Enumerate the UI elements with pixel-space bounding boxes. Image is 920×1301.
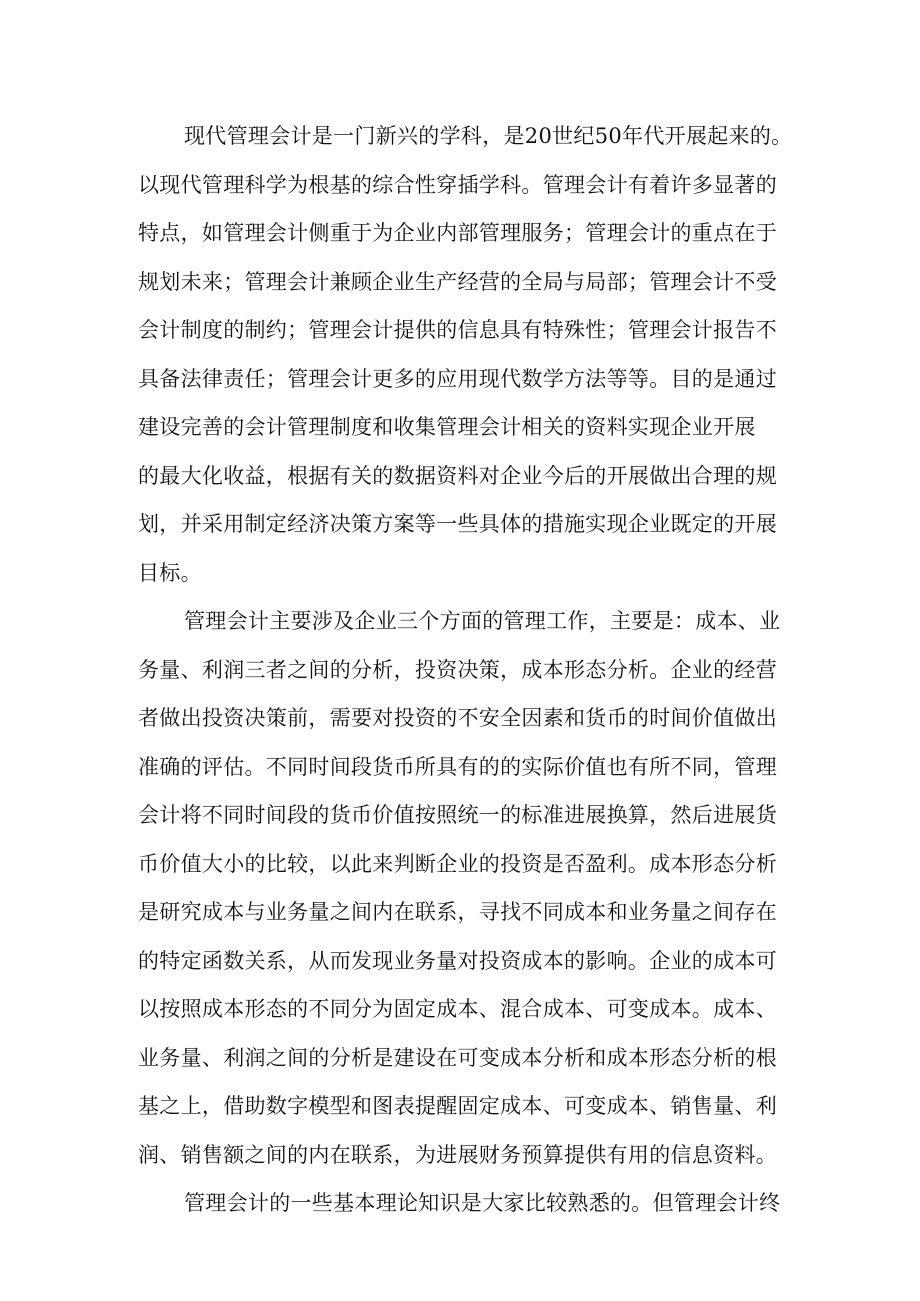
- text-line: 特点，如管理会计侧重于为企业内部管理服务；管理会计的重点在于: [138, 221, 777, 245]
- text-line: 的特定函数关系，从而发现业务量对投资成本的影响。企业的成本可: [138, 948, 777, 973]
- text-line: 业务量、利润之间的分析是建设在可变成本分析和成本形态分析的根: [138, 1045, 777, 1070]
- text-line: 建设完善的会计管理制度和收集管理会计相关的资料实现企业开展: [138, 415, 756, 439]
- text-line: 管理会计主要涉及企业三个方面的管理工作，主要是：成本、业: [184, 609, 781, 633]
- text-line: 润、销售额之间的内在联系，为进展财务预算提供有用的信息资料。: [138, 1142, 777, 1167]
- text-line: 会计将不同时间段的货币价值按照统一的标准进展换算，然后进展货: [138, 803, 777, 827]
- text-line: 具备法律责任；管理会计更多的应用现代数学方法等等。目的是通过: [138, 366, 777, 391]
- text-line: 规划未来；管理会计兼顾企业生产经营的全局与局部；管理会计不受: [138, 269, 777, 294]
- paragraph-3: [138, 1179, 793, 1228]
- text-line: 以按照成本形态的不同分为固定成本、混合成本、可变成本。成本、: [138, 997, 777, 1021]
- text-line: 以现代管理科学为根基的综合性穿插学科。管理会计有着许多显著的: [138, 172, 777, 197]
- text-line: 现代管理会计是一门新兴的学科，是20世纪50年代开展起来的。: [184, 124, 793, 148]
- text-line: 目标。: [138, 560, 202, 585]
- text-line: 划，并采用制定经济决策方案等一些具体的措施实现企业既定的开展: [138, 512, 777, 536]
- text-line: 管理会计的一些基本理论知识是大家比较熟悉的。但管理会计终: [184, 1191, 781, 1215]
- text-line: 者做出投资决策前，需要对投资的不安全因素和货币的时间价值做出: [138, 706, 777, 730]
- paragraph-2: [138, 597, 793, 1179]
- text-line: 币价值大小的比较，以此来判断企业的投资是否盈利。成本形态分析: [138, 851, 777, 876]
- text-line: 务量、利润三者之间的分析，投资决策，成本形态分析。企业的经营: [138, 657, 777, 682]
- text-line: 基之上，借助数字模型和图表提醒固定成本、可变成本、销售量、利: [138, 1094, 777, 1118]
- text-line: 是研究成本与业务量之间内在联系，寻找不同成本和业务量之间存在: [138, 900, 777, 924]
- text-line: 的最大化收益，根据有关的数据资料对企业今后的开展做出合理的规: [138, 463, 777, 488]
- text-line: 准确的评估。不同时间段货币所具有的的实际价值也有所不同，管理: [138, 754, 777, 779]
- paragraph-1: [138, 112, 793, 597]
- text-line: 会计制度的制约；管理会计提供的信息具有特殊性；管理会计报告不: [138, 318, 777, 342]
- document-body: [138, 112, 793, 1228]
